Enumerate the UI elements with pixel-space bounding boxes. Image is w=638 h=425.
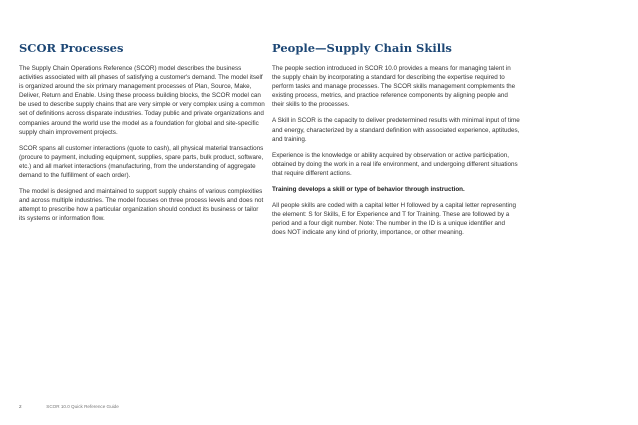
page-number: 2 <box>19 404 22 409</box>
training-definition-paragraph: Training develops a skill or type of behavior through instruction. <box>272 186 465 194</box>
scor-design-paragraph: The model is designed and maintained to support supply chains of various complexities and across multiple industries. The model focuses on three process levels and does not attempt to prescribe how a particular organization should conduct its business or tailor its systems or information flow. <box>19 188 264 223</box>
experience-definition-paragraph: Experience is the knowledge or ability acquired by observation or active participation, obtained by doing the work in a real life environment, and undergoing different situations that require different actions. <box>272 151 518 177</box>
page-footer <box>19 404 119 409</box>
left-column <box>19 41 265 231</box>
people-skills-heading: People—Supply Chain Skills <box>272 41 452 55</box>
footer-title: SCOR 10.0 Quick Reference Guide <box>46 404 119 409</box>
scor-scope-paragraph: SCOR spans all customer interactions (quote to cash), all physical material transactions (procure to payment, including equipment, supplies, spare parts, bulk product, software, etc.) and all market interactions (manufacturing, from the understanding of aggregate demand to the fulfillment of each order). <box>19 144 264 180</box>
scor-processes-heading: SCOR Processes <box>19 41 124 55</box>
skill-definition-paragraph: A Skill in SCOR is the capacity to deliver predetermined results with minimal input of time and energy, characterized by a standard definition with associated experience, aptitudes, and training. <box>272 117 520 143</box>
scor-intro-paragraph: The Supply Chain Operations Reference (SCOR) model describes the business activities associated with all phases of satisfying a customer's demand. The model itself is organized around the six primary management processes of Plan, Source, Make, Deliver, Return and Enable. Using these process building blocks, the SCOR model can be used to describe supply chains that are very simple or very complex using a common set of definitions across disparate industries. Today public and private organizations and companies around the world use the model as a foundation for global and site-specific supply chain improvement projects. <box>19 65 265 136</box>
skill-coding-paragraph: All people skills are coded with a capital letter H followed by a capital letter representing the element: S for Skills, E for Experience and T for Training. These are followed by a period and a four digit number. Note: The number in the ID is a unique identifier and does NOT indicate any kind of priority, importance, or other meaning. <box>272 202 516 237</box>
people-intro-paragraph: The people section introduced in SCOR 10.0 provides a means for managing talent in the supply chain by incorporating a standard for describing the expertise required to perform tasks and manage processes. The SCOR skills management complements the existing process, metrics, and practice reference components by aligning people and their skills to the processes. <box>272 65 516 109</box>
right-column <box>272 41 520 245</box>
